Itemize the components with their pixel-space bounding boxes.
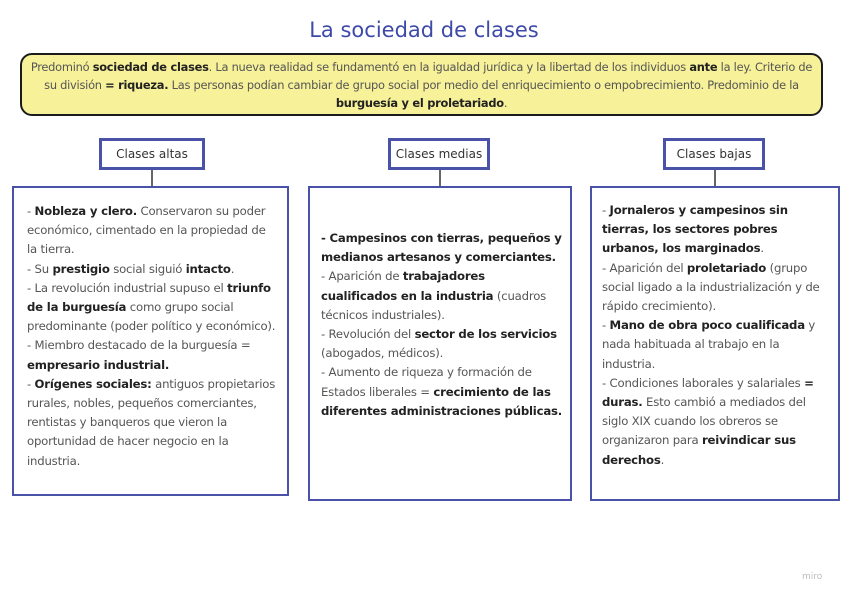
- text: . La nueva realidad se fundamentó en la igualdad jurídica y la libertad de los individuos: [208, 60, 690, 74]
- header-clases-bajas: [663, 138, 765, 170]
- text: - Su: [27, 261, 53, 276]
- bold-text: trabajadores cualificados en la industria: [321, 269, 494, 303]
- text: -: [602, 203, 610, 217]
- text: -: [27, 204, 35, 218]
- list-item: [321, 267, 562, 325]
- bold-text: triunfo de la burguesía: [27, 280, 271, 315]
- text: Las personas podían cambiar de grupo social por medio del enriquecimiento o empobrecimiento. Predominio de la: [168, 78, 799, 92]
- text: (abogados, médicos).: [321, 346, 444, 361]
- diagram-title: La sociedad de clases: [309, 18, 539, 42]
- text: .: [230, 261, 235, 276]
- header-clases-altas: [99, 138, 205, 170]
- list-item: [602, 374, 830, 470]
- header-label: Clases bajas: [676, 147, 752, 161]
- bold-text: sociedad de clases: [92, 60, 209, 74]
- text: Conservaron su poder económico, cimentado en la propiedad de la tierra.: [27, 204, 266, 257]
- text: - Revolución del: [321, 327, 415, 342]
- bold-text: prestigio: [52, 261, 110, 276]
- text: Esto cambió a mediados del siglo XIX cuando los obreros se organizaron para: [602, 395, 806, 448]
- list-item: [602, 316, 830, 374]
- bold-text: Nobleza y clero.: [34, 204, 137, 218]
- text: - Aumento de riqueza y formación de Estados liberales =: [321, 365, 532, 399]
- text: .: [760, 241, 764, 256]
- card-clases-altas: [12, 186, 289, 496]
- text: - Aparición del: [602, 260, 687, 275]
- bold-text: empresario industrial.: [27, 357, 170, 372]
- bold-text: - Campesinos con tierras, pequeños y medianos artesanos y comerciantes.: [321, 231, 562, 265]
- intro-box: [20, 53, 823, 116]
- bold-text: burguesía y el proletariado: [335, 96, 504, 110]
- text: social siguió: [109, 261, 186, 276]
- list-item: [321, 363, 562, 421]
- card-clases-bajas: [590, 186, 840, 501]
- bold-text: ante: [689, 60, 718, 74]
- bold-text: Mano de obra poco cualificada: [609, 318, 805, 333]
- connector-line: [714, 170, 716, 186]
- text: .: [503, 96, 508, 110]
- connector-line: [151, 170, 153, 186]
- list-item: [602, 201, 830, 259]
- text: la ley. Criterio de su división: [44, 60, 813, 92]
- list-item: [27, 279, 277, 337]
- bold-text: intacto: [185, 261, 231, 276]
- list-item: [321, 229, 562, 267]
- bold-text: Jornaleros y campesinos sin tierras, los sectores pobres urbanos, los marginados: [602, 203, 788, 256]
- bold-text: sector de los servicios: [414, 327, 557, 342]
- text: - Condiciones laborales y salariales: [602, 375, 805, 390]
- card-clases-medias: [308, 186, 572, 501]
- bold-text: Orígenes sociales:: [34, 376, 152, 391]
- text: antiguos propietarios rurales, nobles, pequeños comerciantes, rentistas y banqueros que vieron la oportunidad de hacer negocio en la industria.: [27, 376, 276, 468]
- miro-watermark: miro: [802, 572, 823, 582]
- list-item: [27, 260, 277, 279]
- header-label: Clases medias: [395, 147, 483, 161]
- header-label: Clases altas: [116, 147, 188, 161]
- bold-text: = duras.: [602, 375, 814, 410]
- list-item: [27, 202, 277, 260]
- text: Predominó: [30, 60, 93, 74]
- connector-line: [439, 170, 441, 186]
- text: .: [660, 452, 665, 467]
- header-clases-medias: [388, 138, 490, 170]
- text: -: [27, 376, 35, 391]
- text: (cuadros técnicos industriales).: [321, 288, 547, 322]
- bold-text: = riqueza.: [105, 78, 169, 92]
- text: como grupo social predominante (poder político y económico).: [27, 300, 276, 334]
- list-item: [27, 375, 277, 471]
- list-item: [321, 325, 562, 363]
- bold-text: reivindicar sus derechos: [602, 433, 796, 467]
- text: - La revolución industrial supuso el: [27, 280, 228, 295]
- bold-text: crecimiento de las diferentes administraciones públicas.: [321, 384, 563, 418]
- text: - Aparición de: [321, 269, 403, 284]
- bold-text: proletariado: [686, 260, 767, 275]
- text: - Miembro destacado de la burguesía =: [27, 338, 251, 353]
- text: (grupo social ligado a la industrialización y de rápido crecimiento).: [602, 260, 820, 314]
- list-item: [602, 259, 830, 317]
- text: y nada habituada al trabajo en la industria.: [602, 318, 816, 371]
- list-item: [27, 336, 277, 374]
- text: -: [602, 318, 610, 333]
